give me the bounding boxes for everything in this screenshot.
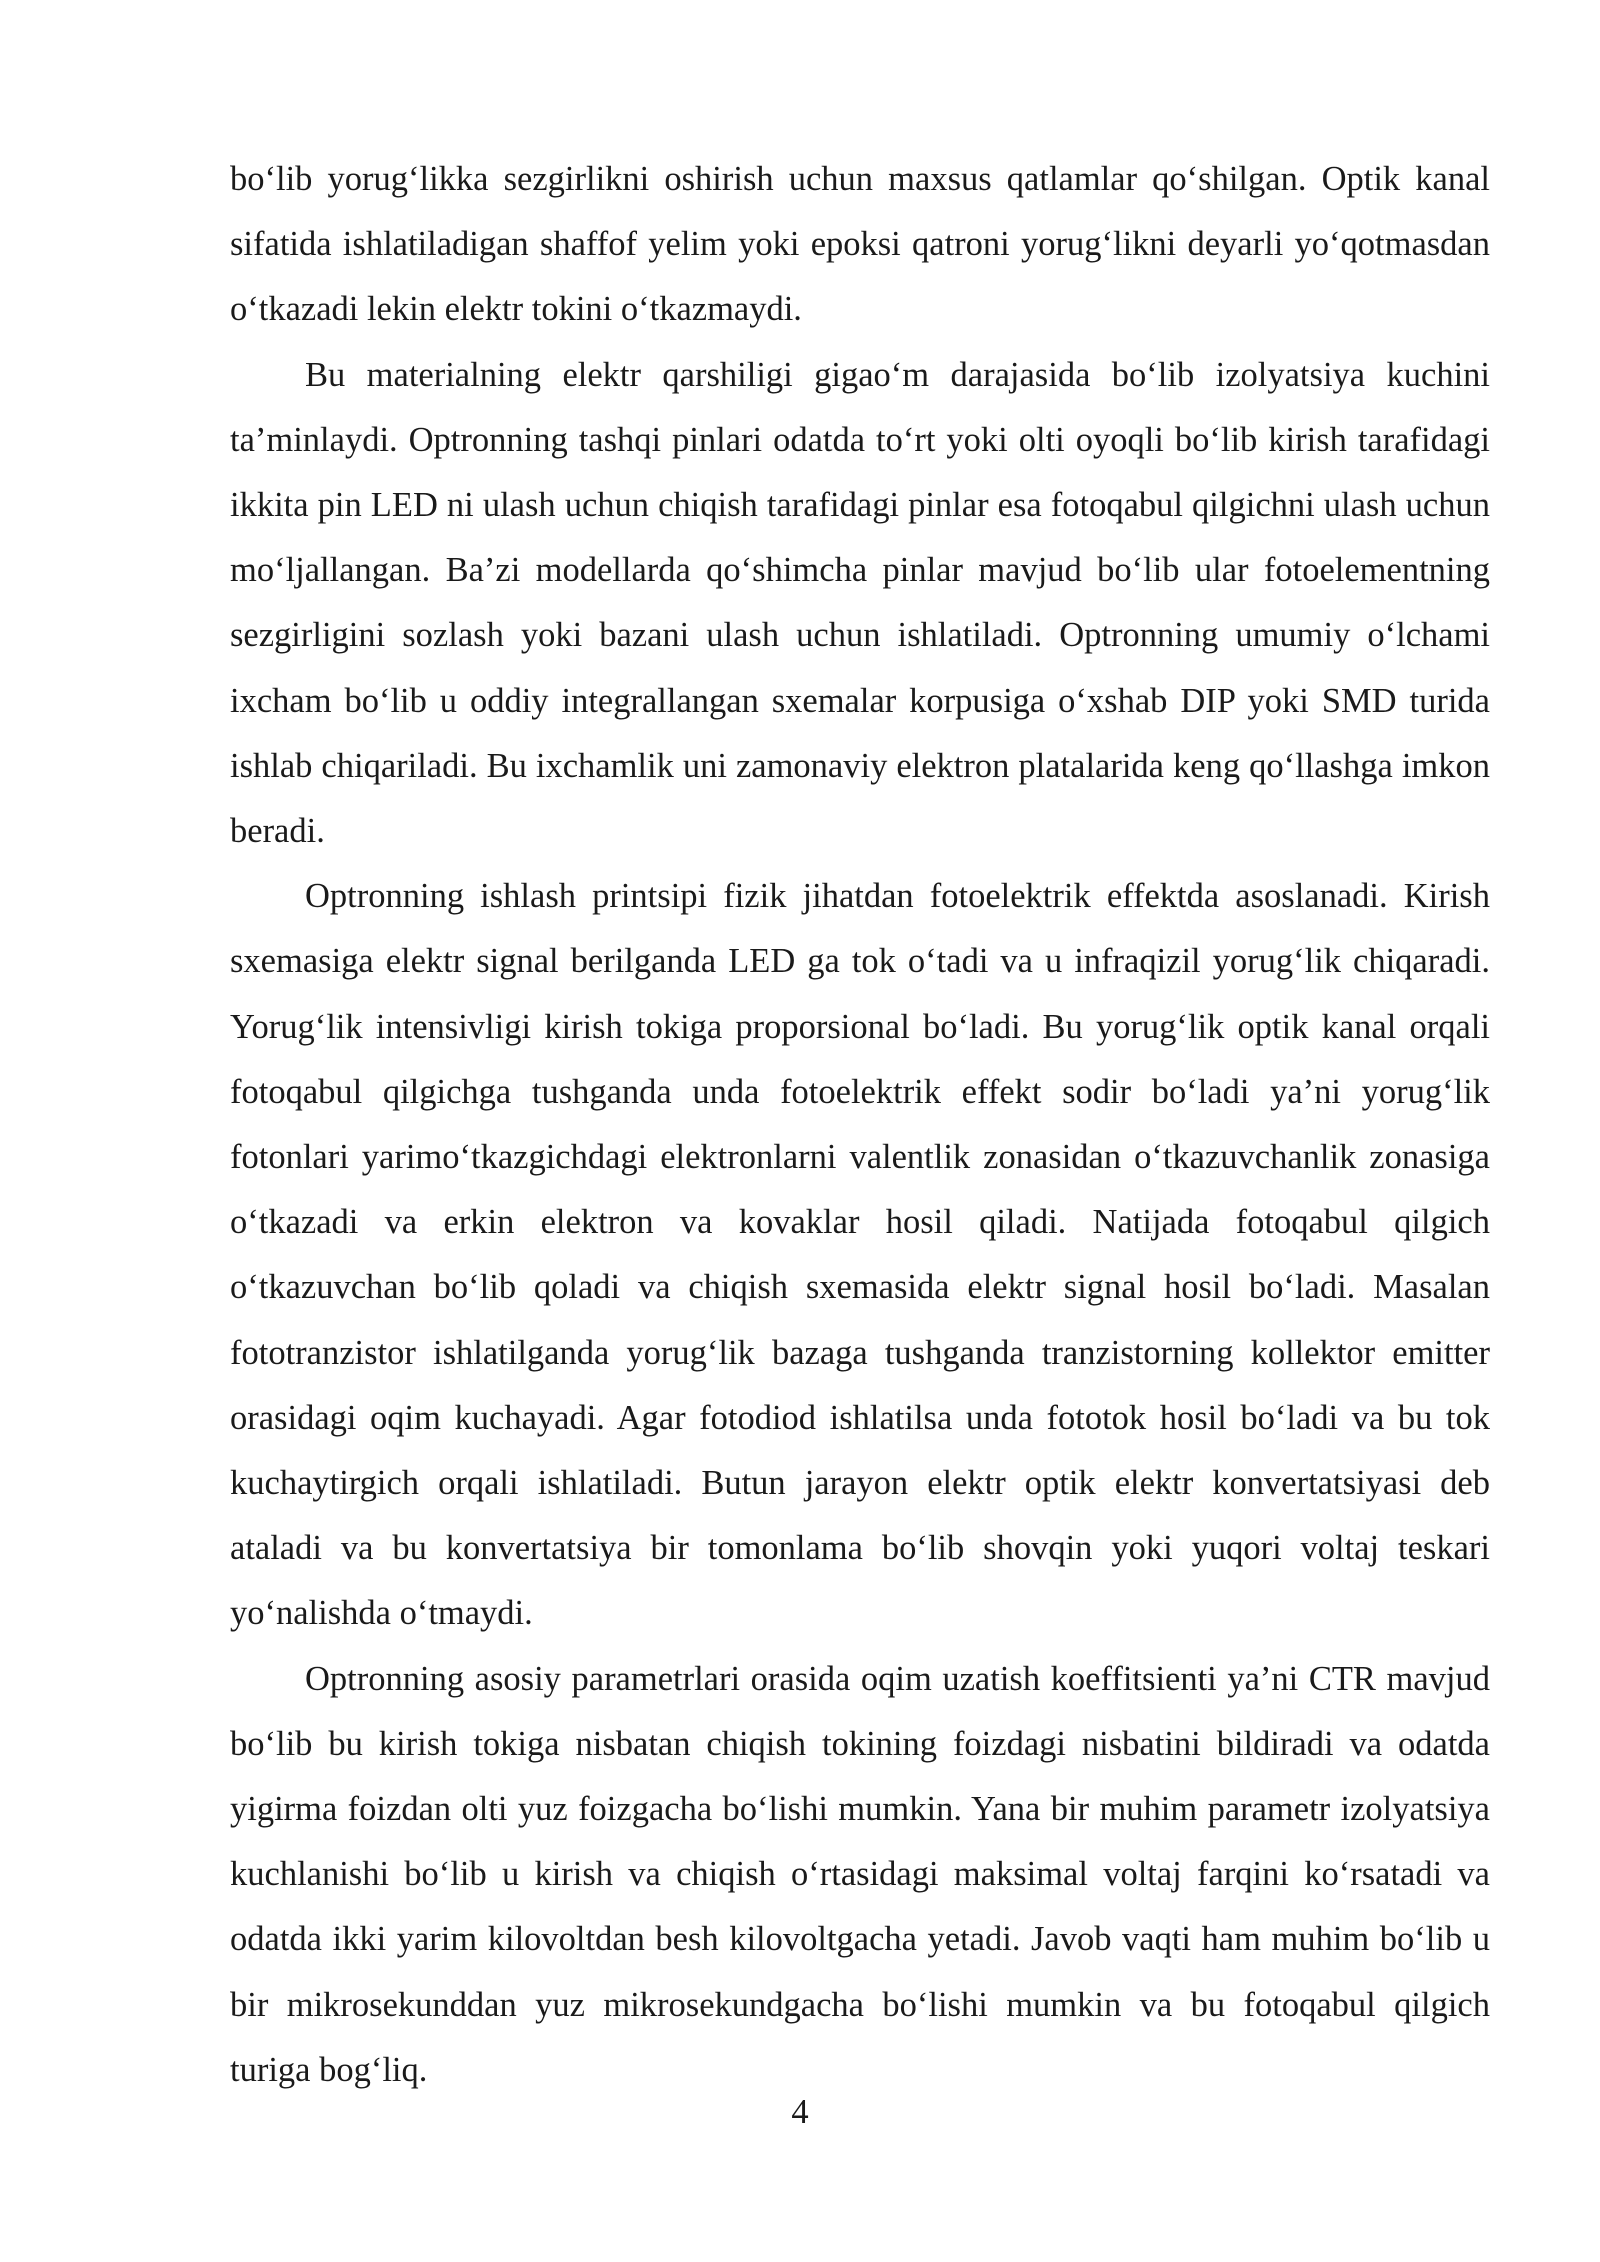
- paragraph: bo‘lib yorug‘likka sezgirlikni oshirish uchun maxsus qatlamlar qo‘shilgan. Optik kanal sifatida ishlatiladigan shaffof yelim yoki epoksi qatroni yorug‘likni deyarli yo‘qotmasdan o‘tkazadi lekin elektr tokini o‘tkazmaydi.: [230, 160, 1490, 329]
- paragraph: Bu materialning elektr qarshiligi gigao‘m darajasida bo‘lib izolyatsiya kuchini ta’minlaydi. Optronning tashqi pinlari odatda to‘rt yoki olti oyoqli bo‘lib kirish tarafidagi ikkita pin LED ni ulash uchun chiqish tarafidagi pinlar esa fotoqabul qilgichni ulash uchun mo‘ljallangan. Ba’zi modellarda qo‘shimcha pinlar mavjud bo‘lib ular fotoelementning sezgirligini sozlash yoki bazani ulash uchun ishlatiladi. Optronning umumiy o‘lchami ixcham bo‘lib u oddiy integrallangan sxemalar korpusiga o‘xshab DIP yoki SMD turida ishlab chiqariladi. Bu ixchamlik uni zamonaviy elektron platalarida keng qo‘llashga imkon beradi.: [230, 355, 1490, 851]
- paragraph: Optronning ishlash printsipi fizik jihatdan fotoelektrik effektda asoslanadi. Kirish sxemasiga elektr signal berilganda LED ga tok o‘tadi va u infraqizil yorug‘lik chiqaradi. Yorug‘lik intensivligi kirish tokiga proporsional bo‘ladi. Bu yorug‘lik optik kanal orqali fotoqabul qilgichga tushganda unda fotoelektrik effekt sodir bo‘ladi ya’ni yorug‘lik fotonlari yarimo‘tkazgichdagi elektronlarni valentlik zonasidan o‘tkazuvchanlik zonasiga o‘tkazadi va erkin elektron va kovaklar hosil qiladi. Natijada fotoqabul qilgich o‘tkazuvchan bo‘lib qoladi va chiqish sxemasida elektr signal hosil bo‘ladi. Masalan fototranzistor ishlatilganda yorug‘lik bazaga tushganda tranzistorning kollektor emitter orasidagi oqim kuchayadi. Agar fotodiod ishlatilsa unda fototok hosil bo‘ladi va bu tok kuchaytirgich orqali ishlatiladi. Butun jarayon elektr optik elektr konvertatsiyasi deb ataladi va bu konvertatsiya bir tomonlama bo‘lib shovqin yoki yuqori voltaj teskari yo‘nalishda o‘tmaydi.: [230, 877, 1490, 1633]
- body-text: [230, 147, 1490, 2103]
- page-number: 4: [791, 2093, 809, 2131]
- paragraph: Optronning asosiy parametrlari orasida oqim uzatish koeffitsienti ya’ni CTR mavjud bo‘lib bu kirish tokiga nisbatan chiqish tokining foizdagi nisbatini bildiradi va odatda yigirma foizdan olti yuz foizgacha bo‘lishi mumkin. Yana bir muhim parametr izolyatsiya kuchlanishi bo‘lib u kirish va chiqish o‘rtasidagi maksimal voltaj farqini ko‘rsatadi va odatda ikki yarim kilovoltdan besh kilovoltgacha yetadi. Javob vaqti ham muhim bo‘lib u bir mikrosekunddan yuz mikrosekundgacha bo‘lishi mumkin va bu fotoqabul qilgich turiga bog‘liq.: [230, 1659, 1490, 2089]
